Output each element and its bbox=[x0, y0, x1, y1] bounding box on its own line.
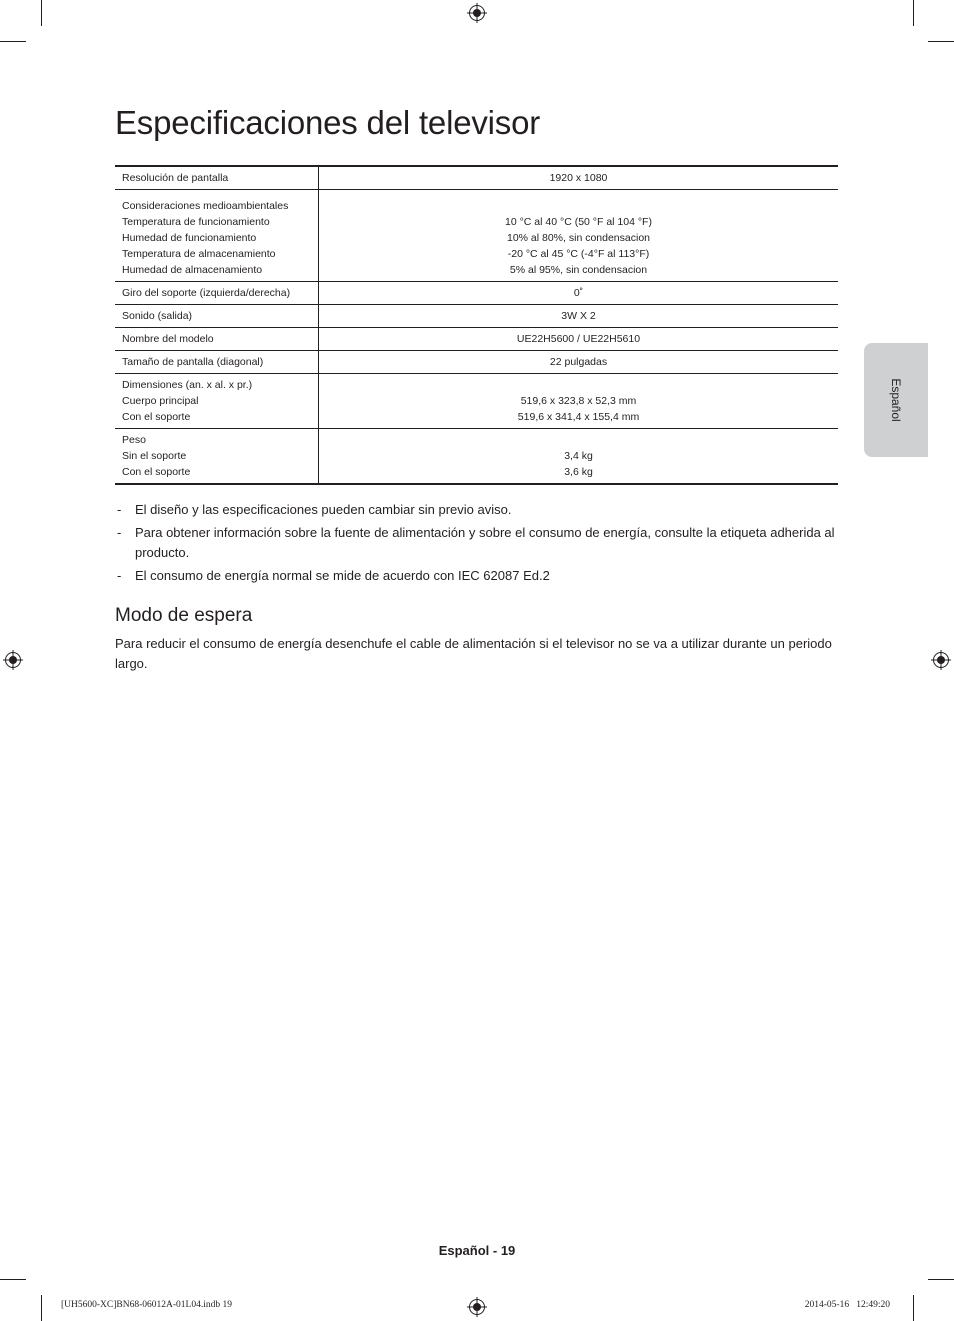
spec-label: Resolución de pantalla bbox=[115, 166, 319, 190]
table-row bbox=[115, 305, 838, 328]
crop-mark bbox=[928, 1279, 954, 1280]
crop-mark bbox=[41, 1295, 42, 1321]
list-item: - Para obtener información sobre la fuente de alimentación y sobre el consumo de energía, consulte la etiqueta adherida al producto. bbox=[117, 525, 835, 560]
registration-mark-icon bbox=[931, 650, 951, 670]
registration-mark-icon bbox=[3, 650, 23, 670]
table-row bbox=[115, 190, 838, 282]
registration-mark-icon bbox=[467, 1297, 487, 1317]
language-side-tab bbox=[864, 343, 928, 457]
list-item: - El consumo de energía normal se mide de acuerdo con IEC 62087 Ed.2 bbox=[115, 566, 835, 586]
registration-mark-icon bbox=[467, 3, 487, 23]
table-row bbox=[115, 282, 838, 305]
spec-value: 22 pulgadas bbox=[549, 356, 608, 368]
bullet-dash: - bbox=[117, 502, 122, 517]
spec-table bbox=[115, 165, 838, 485]
bullet-dash: - bbox=[117, 525, 122, 540]
table-row bbox=[115, 374, 838, 429]
side-tab-label: Español bbox=[889, 378, 903, 422]
footer-file-info: [UH5600-XC]BN68-06012A-01L04.indb 19 bbox=[61, 1300, 232, 1310]
crop-mark bbox=[913, 1295, 914, 1321]
spec-label: Giro del soporte (izquierda/derecha) bbox=[115, 282, 319, 305]
footer-timestamp: 2014-05-16 12:49:20 bbox=[804, 1300, 890, 1310]
crop-mark bbox=[0, 1279, 26, 1280]
list-item: - El diseño y las especificaciones pueden cambiar sin previo aviso. bbox=[115, 500, 835, 520]
spec-value: UE22H5600 / UE22H5610 bbox=[516, 333, 641, 345]
spec-label: Nombre del modelo bbox=[115, 328, 319, 351]
crop-mark bbox=[41, 0, 42, 26]
table-row bbox=[115, 429, 838, 485]
spec-value: 10 °C al 40 °C (50 °F al 104 °F) 10% al 80%, sin condensacion -20 °C al 45 °C (-4°F al 113°F) 5% al 95%, sin condensacion bbox=[505, 216, 652, 276]
notes-list bbox=[115, 500, 835, 589]
page-title: Especificaciones del televisor bbox=[115, 104, 541, 141]
table-row bbox=[115, 166, 838, 190]
spec-label: Tamaño de pantalla (diagonal) bbox=[115, 351, 319, 374]
section-heading: Modo de espera bbox=[115, 605, 253, 626]
table-row bbox=[115, 328, 838, 351]
spec-label: Consideraciones medioambientales Temperatura de funcionamiento Humedad de funcionamiento Temperatura de almacenamiento Humedad de almacenamiento bbox=[115, 190, 319, 282]
spec-value: 0˚ bbox=[573, 287, 584, 299]
spec-value: 1920 x 1080 bbox=[549, 172, 608, 184]
crop-mark bbox=[928, 41, 954, 42]
crop-mark bbox=[0, 41, 26, 42]
section-paragraph: Para reducir el consumo de energía desenchufe el cable de alimentación si el televisor no se va a utilizar durante un periodo largo. bbox=[115, 636, 832, 671]
spec-label: Dimensiones (an. x al. x pr.) Cuerpo principal Con el soporte bbox=[115, 374, 319, 429]
spec-value: 3W X 2 bbox=[561, 310, 596, 322]
crop-mark bbox=[913, 0, 914, 26]
bullet-dash: - bbox=[117, 568, 122, 583]
spec-value: 519,6 x 323,8 x 52,3 mm 519,6 x 341,4 x 155,4 mm bbox=[517, 395, 640, 423]
spec-label: Peso Sin el soporte Con el soporte bbox=[115, 429, 319, 485]
spec-value: 3,4 kg 3,6 kg bbox=[564, 450, 593, 478]
table-row bbox=[115, 351, 838, 374]
spec-label: Sonido (salida) bbox=[115, 305, 319, 328]
page-number: Español - 19 bbox=[438, 1243, 516, 1258]
